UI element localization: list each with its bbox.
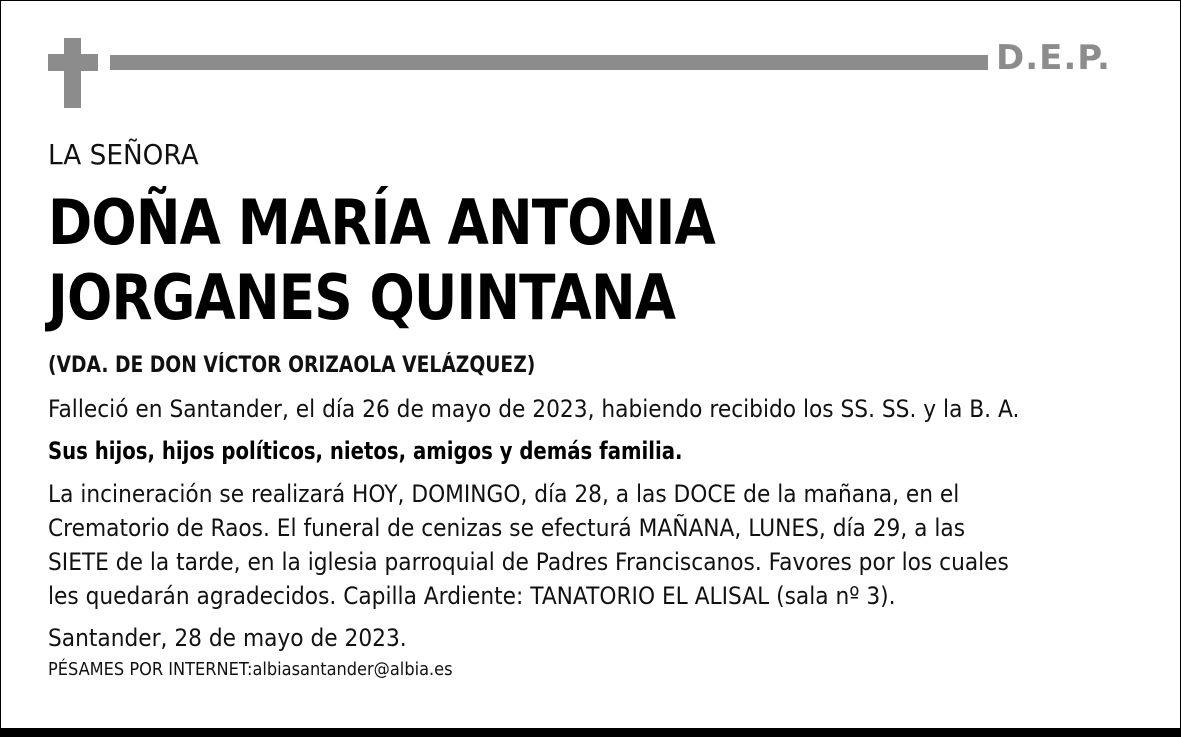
service-text-line: La incineración se realizará HOY, DOMINGO, día 28, a las DOCE de la mañana, en el xyxy=(48,480,960,508)
service-text-line: les quedarán agradecidos. Capilla Ardiente: TANATORIO EL ALISAL (sala nº 3). xyxy=(48,582,896,610)
deceased-name-line-2: JORGANES QUINTANA xyxy=(48,261,676,334)
deceased-name-line-1: DOÑA MARÍA ANTONIA xyxy=(48,186,715,259)
family-line: Sus hijos, hijos políticos, nietos, amigos y demás familia. xyxy=(48,437,683,465)
header-rule xyxy=(110,55,988,70)
bottom-border xyxy=(0,728,1181,737)
service-text-line: Crematorio de Raos. El funeral de cenizas se efecturá MAÑANA, LUNES, día 29, a las xyxy=(48,514,966,542)
condolences-email: PÉSAMES POR INTERNET:albiasantander@albia.es xyxy=(48,659,453,680)
death-statement: Falleció en Santander, el día 26 de mayo de 2023, habiendo recibido los SS. SS. y la B. A. xyxy=(48,395,1020,423)
place-and-date: Santander, 28 de mayo de 2023. xyxy=(48,624,407,652)
cross-horizontal-bar xyxy=(48,54,98,71)
service-text-line: SIETE de la tarde, en la iglesia parroquial de Padres Franciscanos. Favores por los cuales xyxy=(48,548,1009,576)
dep-label: D.E.P. xyxy=(996,38,1111,78)
intro-label: LA SEÑORA xyxy=(48,138,199,171)
widow-of-line: (VDA. DE DON VÍCTOR ORIZAOLA VELÁZQUEZ) xyxy=(48,353,536,378)
cross-vertical-bar xyxy=(64,38,81,108)
